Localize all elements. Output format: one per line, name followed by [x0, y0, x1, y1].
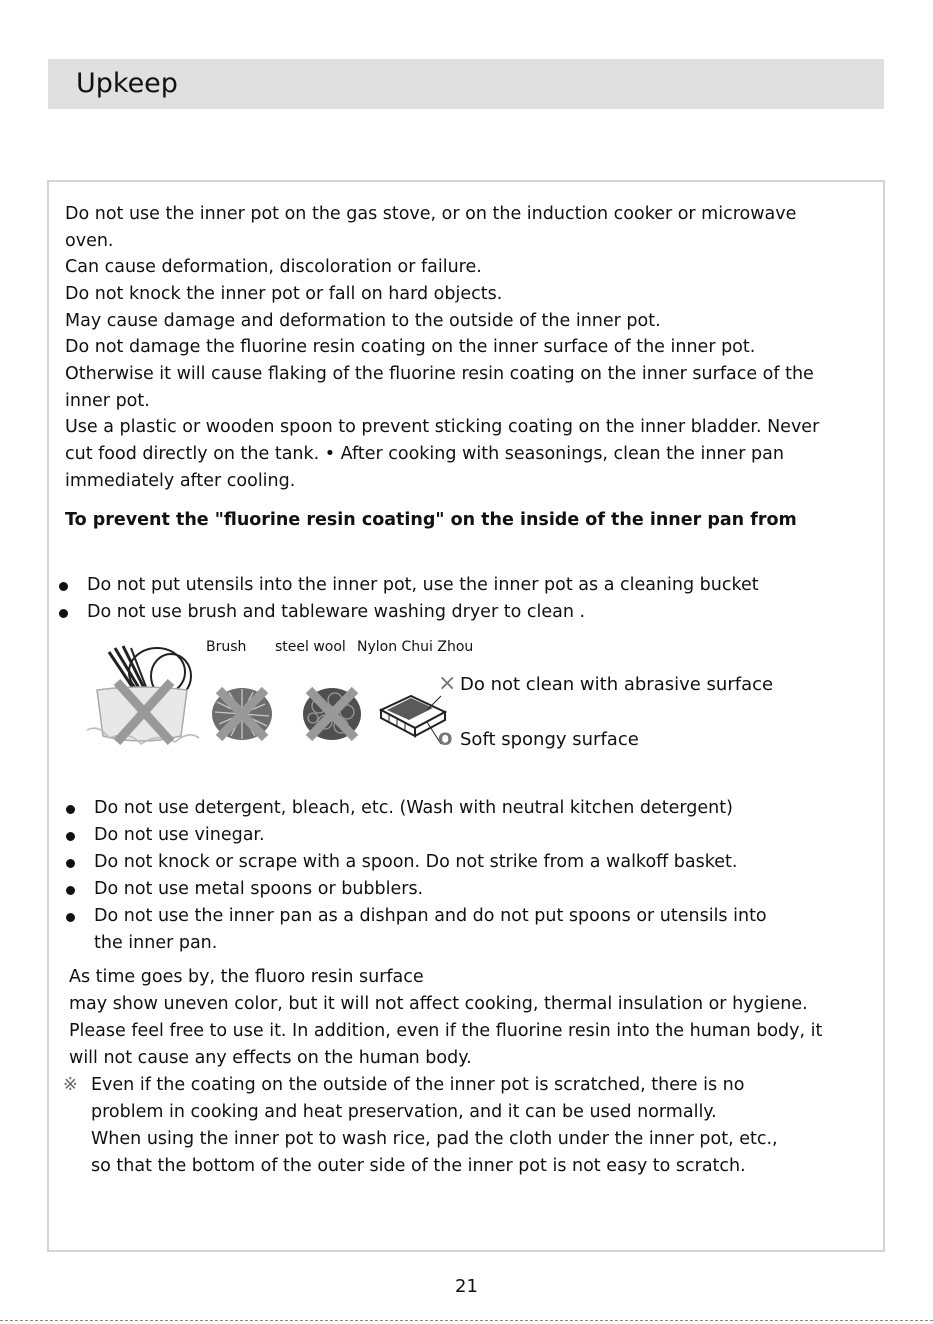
list-item: Do not knock or scrape with a spoon. Do not strike from a walkoff basket. [94, 852, 738, 872]
pot-with-utensils-icon [79, 642, 204, 752]
note-line: When using the inner pot to wash rice, pad the cloth under the inner pot, etc., [91, 1129, 778, 1149]
closing-line: Please feel free to use it. In addition, even if the fluorine resin into the human body, it [69, 1021, 823, 1041]
bullet-dot [66, 832, 75, 841]
circle-mark-icon: O [438, 730, 453, 750]
label-nylon: Nylon Chui Zhou [357, 639, 474, 655]
intro-line: Do not knock the inner pot or fall on hard objects. [65, 284, 503, 304]
list-item: Do not use metal spoons or bubblers. [94, 879, 424, 899]
section-title: Upkeep [76, 68, 178, 99]
label-brush: Brush [206, 639, 247, 655]
section-header [48, 59, 884, 109]
note-mark-icon: ※ [63, 1075, 78, 1095]
note-line: so that the bottom of the outer side of the inner pot is not easy to scratch. [91, 1156, 746, 1176]
list-item: Do not use brush and tableware washing dryer to clean . [87, 602, 586, 622]
label-steel-wool: steel wool [275, 639, 346, 655]
steel-wool-icon [299, 682, 365, 746]
bullet-dot [66, 913, 75, 922]
intro-line: oven. [65, 231, 114, 251]
cross-mark-icon: × [438, 671, 457, 696]
intro-line: Do not damage the fluorine resin coating on the inner surface of the inner pot. [65, 337, 756, 357]
list-item: Do not use the inner pan as a dishpan and do not put spoons or utensils into [94, 906, 767, 926]
legend-soft-sponge: Soft spongy surface [460, 729, 639, 750]
note-line: Even if the coating on the outside of the inner pot is scratched, there is no [91, 1075, 745, 1095]
closing-line: As time goes by, the fluoro resin surface [69, 967, 424, 987]
cleaning-illustration [49, 639, 883, 762]
content-box [47, 180, 885, 1252]
closing-line: will not cause any effects on the human body. [69, 1048, 472, 1068]
bullet-dot [59, 582, 68, 591]
footer-rule [0, 1320, 933, 1321]
intro-line: immediately after cooling. [65, 471, 296, 491]
intro-line: Can cause deformation, discoloration or failure. [65, 257, 482, 277]
brush-icon [209, 682, 275, 746]
bullet-dot [66, 859, 75, 868]
intro-line: Do not use the inner pot on the gas stove, or on the induction cooker or microwave [65, 204, 797, 224]
list-item: Do not use detergent, bleach, etc. (Wash with neutral kitchen detergent) [94, 798, 733, 818]
intro-line: May cause damage and deformation to the outside of the inner pot. [65, 311, 661, 331]
bullet-dot [66, 886, 75, 895]
bullet-dot [66, 805, 75, 814]
closing-line: may show uneven color, but it will not affect cooking, thermal insulation or hygiene. [69, 994, 808, 1014]
intro-line: Use a plastic or wooden spoon to prevent sticking coating on the inner bladder. Never [65, 417, 820, 437]
intro-line: inner pot. [65, 391, 150, 411]
legend-abrasive: Do not clean with abrasive surface [460, 674, 774, 695]
list-item-continuation: the inner pan. [94, 933, 218, 953]
subheading: To prevent the "fluorine resin coating" on the inside of the inner pan from [65, 510, 797, 530]
note-line: problem in cooking and heat preservation, and it can be used normally. [91, 1102, 717, 1122]
bullet-dot [59, 609, 68, 618]
list-item: Do not put utensils into the inner pot, use the inner pot as a cleaning bucket [87, 575, 759, 595]
page-number: 21 [455, 1276, 478, 1297]
intro-line: Otherwise it will cause flaking of the fluorine resin coating on the inner surface of the [65, 364, 814, 384]
intro-line: cut food directly on the tank. • After cooking with seasonings, clean the inner pan [65, 444, 784, 464]
list-item: Do not use vinegar. [94, 825, 265, 845]
